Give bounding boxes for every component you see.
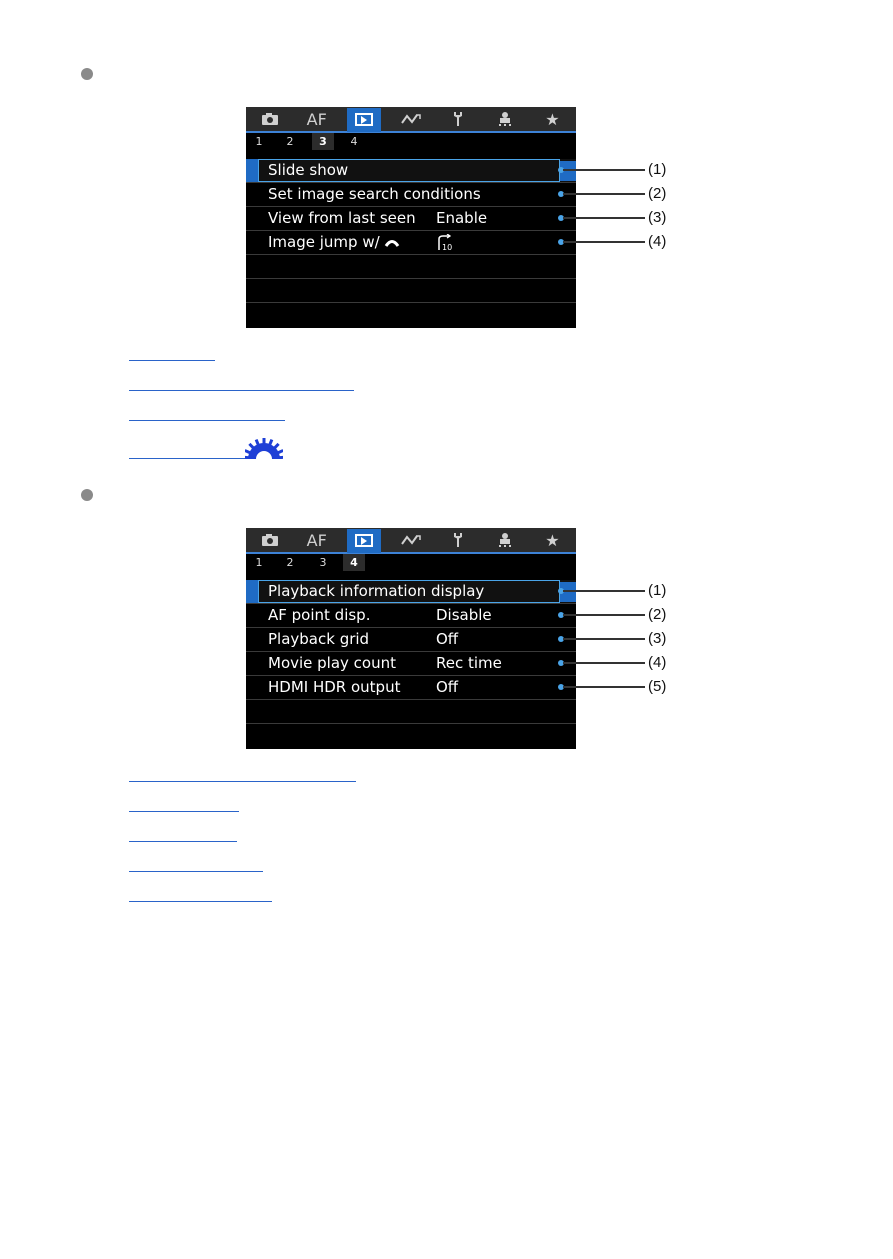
- custom-functions-icon: [497, 532, 513, 548]
- subtab-1[interactable]: 1: [255, 556, 263, 569]
- menu-item-view-from-last-seen[interactable]: [246, 207, 576, 231]
- callout-3: (3): [648, 209, 667, 226]
- subtab-1[interactable]: 1: [255, 135, 263, 148]
- menu-item-empty: [246, 724, 576, 747]
- callout-2: (2): [648, 185, 667, 202]
- callout-leader: [563, 217, 645, 219]
- tab-setup[interactable]: [441, 529, 475, 551]
- wireless-icon: [401, 113, 421, 125]
- link-playback-info-display[interactable]: [129, 767, 356, 782]
- star-icon: ★: [545, 530, 560, 550]
- menu-item-empty: [246, 303, 576, 326]
- callout-5: (5): [648, 678, 667, 695]
- tab-playback[interactable]: [347, 108, 381, 132]
- menu-item-value: Rec time: [436, 654, 502, 672]
- callout-leader: [563, 662, 645, 664]
- callout-4: (4): [648, 233, 667, 250]
- subtab-3[interactable]: 3: [319, 556, 327, 569]
- tab-af-label: AF: [306, 530, 327, 550]
- menu-item-value: Enable: [436, 209, 488, 227]
- link-movie-play-count[interactable]: [129, 857, 263, 872]
- menu-item-value: Off: [436, 678, 459, 696]
- menu-item-label: [268, 231, 400, 254]
- tab-af-label: AF: [306, 109, 327, 129]
- subtab-bar: [246, 133, 576, 150]
- tab-af[interactable]: [300, 108, 334, 130]
- tab-shooting[interactable]: [253, 108, 287, 130]
- callout-3: (3): [648, 630, 667, 647]
- camera-icon: [261, 533, 279, 547]
- menu-tab-bar: [246, 528, 576, 554]
- bullet-marker: [81, 489, 93, 501]
- menu-item-empty: [246, 700, 576, 724]
- link-slide-show[interactable]: [129, 346, 215, 361]
- menu-item-hdmi-hdr-output[interactable]: [246, 676, 576, 700]
- menu-item-label: View from last seen: [268, 209, 416, 227]
- camera-menu-screen-playback-4: [246, 528, 576, 749]
- selection-marker: [246, 580, 258, 603]
- link-hdmi-hdr-output[interactable]: [129, 887, 272, 902]
- menu-item-image-search[interactable]: [246, 183, 576, 207]
- menu-item-label: Slide show: [268, 161, 349, 179]
- menu-tab-bar: [246, 107, 576, 133]
- menu-item-af-point-disp[interactable]: [246, 604, 576, 628]
- tab-af[interactable]: [300, 529, 334, 551]
- subtab-2[interactable]: 2: [286, 556, 294, 569]
- callout-leader: [563, 193, 645, 195]
- wrench-icon: [452, 111, 464, 127]
- callout-leader: [563, 614, 645, 616]
- link-playback-grid[interactable]: [129, 827, 237, 842]
- callout-1: (1): [648, 582, 667, 599]
- camera-menu-screen-playback-3: [246, 107, 576, 328]
- link-view-from-last-seen[interactable]: [129, 406, 285, 421]
- menu-item-image-jump[interactable]: [246, 231, 576, 255]
- menu-item-empty: [246, 255, 576, 279]
- subtab-4[interactable]: 4: [343, 554, 365, 571]
- menu-item-value: Off: [436, 630, 459, 648]
- menu-item-value: Disable: [436, 606, 492, 624]
- tab-playback[interactable]: [347, 529, 381, 553]
- subtab-bar: [246, 554, 576, 571]
- camera-icon: [261, 112, 279, 126]
- svg-text:10: 10: [442, 243, 453, 252]
- menu-item-label: HDMI HDR output: [268, 678, 401, 696]
- callout-leader: [563, 241, 645, 243]
- callout-2: (2): [648, 606, 667, 623]
- tab-my-menu[interactable]: [535, 108, 569, 130]
- subtab-4[interactable]: 4: [350, 135, 358, 148]
- menu-item-label: Playback grid: [268, 630, 370, 648]
- main-dial-icon: [384, 238, 400, 248]
- tab-custom-functions[interactable]: [488, 108, 522, 130]
- menu-item-label: Playback information display: [268, 582, 485, 600]
- playback-icon: [355, 534, 373, 547]
- custom-functions-icon: [497, 111, 513, 127]
- star-icon: ★: [545, 109, 560, 129]
- callout-leader: [563, 590, 645, 592]
- link-af-point-disp[interactable]: [129, 797, 239, 812]
- menu-item-label: AF point disp.: [268, 606, 371, 624]
- wireless-icon: [401, 534, 421, 546]
- tab-custom-functions[interactable]: [488, 529, 522, 551]
- menu-item-slide-show[interactable]: [246, 159, 576, 183]
- callout-1: (1): [648, 161, 667, 178]
- menu-item-label: Movie play count: [268, 654, 397, 672]
- tab-shooting[interactable]: [253, 529, 287, 551]
- playback-icon: [355, 113, 373, 126]
- menu-item-label: Set image search conditions: [268, 185, 481, 203]
- selection-marker: [246, 159, 258, 182]
- callout-leader: [563, 638, 645, 640]
- callout-leader: [563, 169, 645, 171]
- tab-wireless[interactable]: [394, 108, 428, 130]
- tab-my-menu[interactable]: [535, 529, 569, 551]
- link-image-jump[interactable]: [129, 444, 247, 459]
- menu-item-empty: [246, 279, 576, 303]
- menu-item-playback-info-display[interactable]: [246, 580, 576, 604]
- wrench-icon: [452, 532, 464, 548]
- menu-item-playback-grid[interactable]: [246, 628, 576, 652]
- tab-wireless[interactable]: [394, 529, 428, 551]
- menu-item-movie-play-count[interactable]: [246, 652, 576, 676]
- bullet-marker: [81, 68, 93, 80]
- tab-setup[interactable]: [441, 108, 475, 130]
- callout-leader: [563, 686, 645, 688]
- link-image-search[interactable]: [129, 376, 354, 391]
- subtab-2[interactable]: 2: [286, 135, 294, 148]
- main-dial-icon: [245, 437, 283, 459]
- menu-item-label-text: Image jump w/: [268, 233, 380, 251]
- subtab-3[interactable]: 3: [312, 133, 334, 150]
- callout-4: (4): [648, 654, 667, 671]
